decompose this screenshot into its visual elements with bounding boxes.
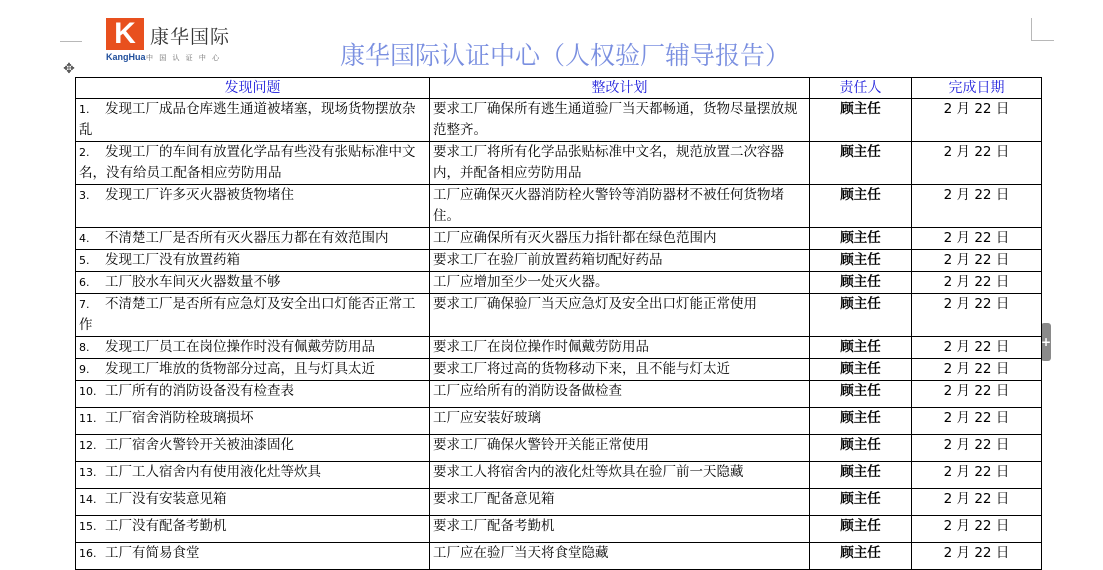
issue-text: 工厂宿舍消防栓玻璃损坏 bbox=[105, 410, 254, 426]
issue-text: 工厂没有安装意见箱 bbox=[105, 491, 227, 507]
date-cell[interactable]: 2 月 22 日 bbox=[912, 381, 1042, 408]
issue-cell[interactable] bbox=[76, 185, 430, 228]
row-number: 10. bbox=[79, 385, 97, 398]
report-table bbox=[75, 77, 1042, 570]
side-expand-tab-icon[interactable]: + bbox=[1041, 323, 1051, 361]
logo-name-cn: 康华国际 bbox=[150, 26, 231, 48]
row-number: 6. bbox=[79, 276, 90, 289]
issue-text: 发现工厂没有放置药箱 bbox=[105, 252, 240, 268]
date-cell[interactable]: 2 月 22 日 bbox=[912, 462, 1042, 489]
owner-cell[interactable]: 顾主任 bbox=[810, 337, 912, 359]
date-cell[interactable]: 2 月 22 日 bbox=[912, 99, 1042, 142]
table-row bbox=[76, 359, 1042, 381]
issue-cell[interactable] bbox=[76, 516, 430, 543]
owner-cell[interactable]: 顾主任 bbox=[810, 516, 912, 543]
logo-k-mark: K bbox=[106, 18, 144, 50]
issue-text: 不清楚工厂是否所有灭火器压力都在有效范围内 bbox=[105, 230, 389, 246]
date-cell[interactable]: 2 月 22 日 bbox=[912, 516, 1042, 543]
issue-text: 工厂胶水车间灭火器数量不够 bbox=[105, 274, 281, 290]
table-row bbox=[76, 272, 1042, 294]
issue-cell[interactable] bbox=[76, 99, 430, 142]
owner-cell[interactable]: 顾主任 bbox=[810, 272, 912, 294]
issue-cell[interactable] bbox=[76, 489, 430, 516]
plan-cell[interactable]: 工厂应增加至少一处灭火器。 bbox=[430, 272, 810, 294]
table-header-row bbox=[76, 78, 1042, 99]
table-row bbox=[76, 543, 1042, 570]
row-number: 13. bbox=[79, 466, 97, 479]
plan-cell[interactable]: 工厂应安装好玻璃 bbox=[430, 408, 810, 435]
owner-cell[interactable]: 顾主任 bbox=[810, 250, 912, 272]
row-number: 5. bbox=[79, 254, 90, 267]
owner-cell[interactable]: 顾主任 bbox=[810, 359, 912, 381]
issue-text: 工厂没有配备考勤机 bbox=[105, 518, 227, 534]
row-number: 7. bbox=[79, 298, 90, 311]
row-number: 12. bbox=[79, 439, 97, 452]
plan-cell[interactable]: 要求工厂在岗位操作时佩戴劳防用品 bbox=[430, 337, 810, 359]
logo-tagline: 中 国 认 证 中 心 bbox=[146, 54, 222, 62]
issue-cell[interactable] bbox=[76, 142, 430, 185]
issue-cell[interactable] bbox=[76, 294, 430, 337]
date-cell[interactable]: 2 月 22 日 bbox=[912, 142, 1042, 185]
table-move-handle-icon[interactable]: ✥ bbox=[63, 61, 75, 77]
issue-cell[interactable] bbox=[76, 337, 430, 359]
plan-cell[interactable]: 要求工厂配备考勤机 bbox=[430, 516, 810, 543]
page-title: 康华国际认证中心（人权验厂辅导报告） bbox=[340, 41, 791, 70]
plan-cell[interactable]: 要求工厂配备意见箱 bbox=[430, 489, 810, 516]
date-cell[interactable]: 2 月 22 日 bbox=[912, 228, 1042, 250]
owner-cell[interactable]: 顾主任 bbox=[810, 142, 912, 185]
issue-cell[interactable] bbox=[76, 381, 430, 408]
plan-cell[interactable]: 工厂应确保所有灭火器压力指针都在绿色范围内 bbox=[430, 228, 810, 250]
plan-cell[interactable]: 要求工人将宿舍内的液化灶等炊具在验厂前一天隐藏 bbox=[430, 462, 810, 489]
row-number: 14. bbox=[79, 493, 97, 506]
issue-cell[interactable] bbox=[76, 228, 430, 250]
table-row bbox=[76, 381, 1042, 408]
table-row bbox=[76, 462, 1042, 489]
row-number: 16. bbox=[79, 547, 97, 560]
issue-text: 发现工厂的车间有放置化学品有些没有张贴标准中文名，没有给员工配备相应劳防用品 bbox=[79, 144, 416, 181]
table-row bbox=[76, 337, 1042, 359]
owner-cell[interactable]: 顾主任 bbox=[810, 489, 912, 516]
table-row bbox=[76, 142, 1042, 185]
table-row bbox=[76, 435, 1042, 462]
issue-cell[interactable] bbox=[76, 359, 430, 381]
owner-cell[interactable]: 顾主任 bbox=[810, 99, 912, 142]
row-number: 11. bbox=[79, 412, 97, 425]
header-date: 完成日期 bbox=[912, 78, 1042, 99]
header-owner: 责任人 bbox=[810, 78, 912, 99]
plan-cell[interactable]: 要求工厂确保火警铃开关能正常使用 bbox=[430, 435, 810, 462]
issue-text: 发现工厂许多灭火器被货物堵住 bbox=[105, 187, 294, 203]
issue-text: 工厂工人宿舍内有使用液化灶等炊具 bbox=[105, 464, 321, 480]
table-row bbox=[76, 516, 1042, 543]
owner-cell[interactable]: 顾主任 bbox=[810, 435, 912, 462]
owner-cell[interactable]: 顾主任 bbox=[810, 185, 912, 228]
date-cell[interactable]: 2 月 22 日 bbox=[912, 294, 1042, 337]
owner-cell[interactable]: 顾主任 bbox=[810, 381, 912, 408]
date-cell[interactable]: 2 月 22 日 bbox=[912, 543, 1042, 570]
issue-cell[interactable] bbox=[76, 543, 430, 570]
table-row bbox=[76, 408, 1042, 435]
row-number: 4. bbox=[79, 232, 90, 245]
row-number: 2. bbox=[79, 146, 90, 159]
issue-cell[interactable] bbox=[76, 250, 430, 272]
plan-cell[interactable]: 要求工厂将所有化学品张贴标准中文名，规范放置二次容器内，并配备相应劳防用品 bbox=[430, 142, 810, 185]
owner-cell[interactable]: 顾主任 bbox=[810, 408, 912, 435]
plan-cell[interactable]: 工厂应确保灭火器消防栓火警铃等消防器材不被任何货物堵住。 bbox=[430, 185, 810, 228]
plan-cell[interactable]: 要求工厂确保所有逃生通道验厂当天都畅通，货物尽量摆放规范整齐。 bbox=[430, 99, 810, 142]
issue-text: 工厂有简易食堂 bbox=[105, 545, 200, 561]
row-number: 8. bbox=[79, 341, 90, 354]
issue-text: 工厂宿舍火警铃开关被油漆固化 bbox=[105, 437, 294, 453]
row-number: 15. bbox=[79, 520, 97, 533]
row-number: 1. bbox=[79, 103, 90, 116]
issue-text: 发现工厂堆放的货物部分过高，且与灯具太近 bbox=[105, 361, 375, 377]
row-number: 3. bbox=[79, 189, 90, 202]
header-plan: 整改计划 bbox=[430, 78, 810, 99]
issue-text: 不清楚工厂是否所有应急灯及安全出口灯能否正常工作 bbox=[79, 296, 416, 333]
plan-cell[interactable]: 要求工厂在验厂前放置药箱切配好药品 bbox=[430, 250, 810, 272]
date-cell[interactable]: 2 月 22 日 bbox=[912, 359, 1042, 381]
plan-cell[interactable]: 工厂应在验厂当天将食堂隐藏 bbox=[430, 543, 810, 570]
page-margin-mark-right bbox=[1031, 18, 1054, 41]
issue-text: 发现工厂成品仓库逃生通道被堵塞，现场货物摆放杂乱 bbox=[79, 101, 416, 138]
plan-cell[interactable]: 要求工厂确保验厂当天应急灯及安全出口灯能正常使用 bbox=[430, 294, 810, 337]
header-issue: 发现问题 bbox=[76, 78, 430, 99]
table-row bbox=[76, 250, 1042, 272]
owner-cell[interactable]: 顾主任 bbox=[810, 543, 912, 570]
issue-cell[interactable] bbox=[76, 272, 430, 294]
plan-cell[interactable]: 要求工厂将过高的货物移动下来，且不能与灯太近 bbox=[430, 359, 810, 381]
issue-cell[interactable] bbox=[76, 462, 430, 489]
page-margin-mark-left bbox=[60, 41, 82, 43]
owner-cell[interactable]: 顾主任 bbox=[810, 228, 912, 250]
date-cell[interactable]: 2 月 22 日 bbox=[912, 337, 1042, 359]
owner-cell[interactable]: 顾主任 bbox=[810, 294, 912, 337]
owner-cell[interactable]: 顾主任 bbox=[810, 462, 912, 489]
issue-text: 工厂所有的消防设备没有检查表 bbox=[105, 383, 294, 399]
table-row bbox=[76, 185, 1042, 228]
table-row bbox=[76, 489, 1042, 516]
row-number: 9. bbox=[79, 363, 90, 376]
plan-cell[interactable]: 工厂应给所有的消防设备做检查 bbox=[430, 381, 810, 408]
date-cell[interactable]: 2 月 22 日 bbox=[912, 435, 1042, 462]
date-cell[interactable]: 2 月 22 日 bbox=[912, 489, 1042, 516]
date-cell[interactable]: 2 月 22 日 bbox=[912, 408, 1042, 435]
issue-cell[interactable] bbox=[76, 408, 430, 435]
issue-cell[interactable] bbox=[76, 435, 430, 462]
table-row bbox=[76, 228, 1042, 250]
logo-name-en: KangHua bbox=[106, 52, 146, 62]
table-row bbox=[76, 99, 1042, 142]
issue-text: 发现工厂员工在岗位操作时没有佩戴劳防用品 bbox=[105, 339, 375, 355]
date-cell[interactable]: 2 月 22 日 bbox=[912, 250, 1042, 272]
date-cell[interactable]: 2 月 22 日 bbox=[912, 272, 1042, 294]
table-row bbox=[76, 294, 1042, 337]
company-logo bbox=[106, 18, 236, 66]
date-cell[interactable]: 2 月 22 日 bbox=[912, 185, 1042, 228]
